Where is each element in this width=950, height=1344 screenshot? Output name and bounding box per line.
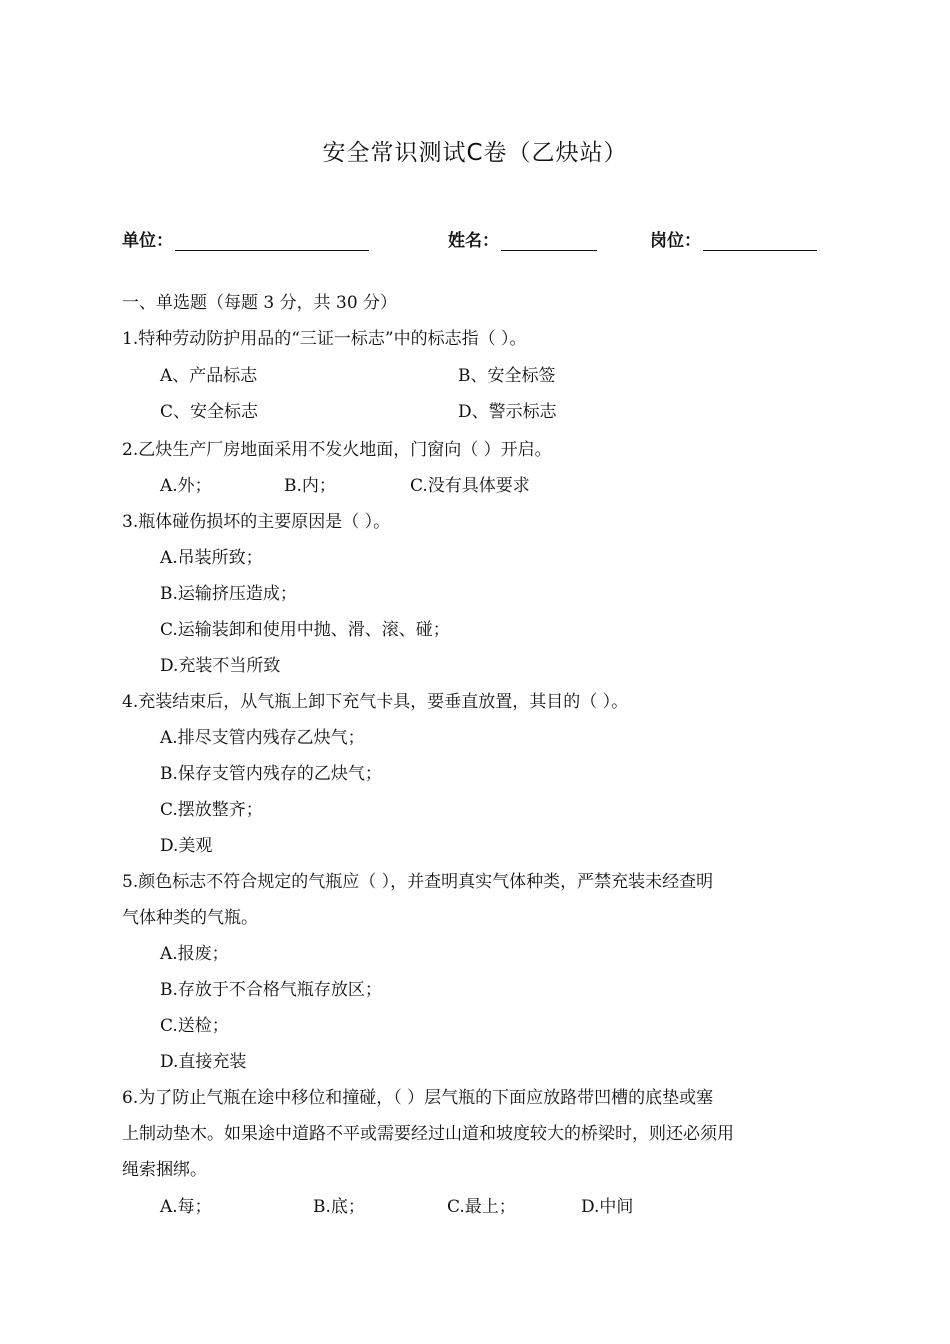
option: D.直接充装 [160, 1052, 247, 1072]
section-heading: 一、单选题（每题 3 分，共 30 分） [122, 293, 398, 313]
question-text-continued: 气体种类的气瓶。 [122, 908, 258, 928]
option: D.中间 [581, 1197, 634, 1217]
unit-field [122, 226, 369, 251]
position-field [650, 226, 817, 251]
question-text: 6.为了防止气瓶在途中移位和撞碰，（ ）层气瓶的下面应放路带凹槽的底垫或塞 [122, 1088, 714, 1108]
option: A.排尽支管内残存乙炔气； [160, 728, 365, 748]
question-text: 1.特种劳动防护用品的“三证一标志”中的标志指（ ）。 [122, 329, 527, 349]
option: A.外； [160, 476, 212, 496]
question-text-continued: 上制动垫木。如果途中道路不平或需要经过山道和坡度较大的桥梁时，则还必须用 [122, 1124, 734, 1144]
option: A.每； [160, 1197, 212, 1217]
question-text: 2.乙炔生产厂房地面采用不发火地面，门窗向（ ）开启。 [122, 440, 552, 460]
option: C.运输装卸和使用中抛、滑、滚、碰； [160, 620, 450, 640]
unit-label: 单位： [122, 231, 173, 251]
question-text: 3.瓶体碰伤损坏的主要原因是（ ）。 [122, 512, 391, 532]
option: C.摆放整齐； [160, 800, 263, 820]
option: C、安全标志 [160, 402, 259, 422]
position-label: 岗位： [650, 231, 701, 251]
name-field [448, 226, 597, 251]
option: D.充装不当所致 [160, 656, 281, 676]
option: A.报废； [160, 944, 229, 964]
option: B.底； [313, 1197, 365, 1217]
name-label: 姓名： [448, 231, 499, 251]
option: B.运输挤压造成； [160, 584, 297, 604]
option: C.没有具体要求 [410, 476, 530, 496]
page-title: 安全常识测试C卷（乙炔站） [322, 140, 628, 166]
option: A.吊装所致； [160, 548, 263, 568]
option: D、警示标志 [458, 402, 557, 422]
option: B.保存支管内残存的乙炔气； [160, 764, 382, 784]
option: C.最上； [447, 1197, 516, 1217]
option: D.美观 [160, 836, 213, 856]
question-text: 5.颜色标志不符合规定的气瓶应（ ），并查明真实气体种类，严禁充装未经查明 [122, 872, 714, 892]
option: B.存放于不合格气瓶存放区； [160, 980, 382, 1000]
position-blank[interactable] [703, 232, 817, 251]
name-blank[interactable] [501, 232, 597, 251]
option: B.内； [284, 476, 336, 496]
option: A、产品标志 [160, 366, 258, 386]
question-text-continued: 绳索捆绑。 [122, 1160, 207, 1180]
question-text: 4.充装结束后，从气瓶上卸下充气卡具，要垂直放置，其目的（ ）。 [122, 692, 629, 712]
option: B、安全标签 [458, 366, 556, 386]
unit-blank[interactable] [175, 232, 369, 251]
option: C.送检； [160, 1016, 229, 1036]
